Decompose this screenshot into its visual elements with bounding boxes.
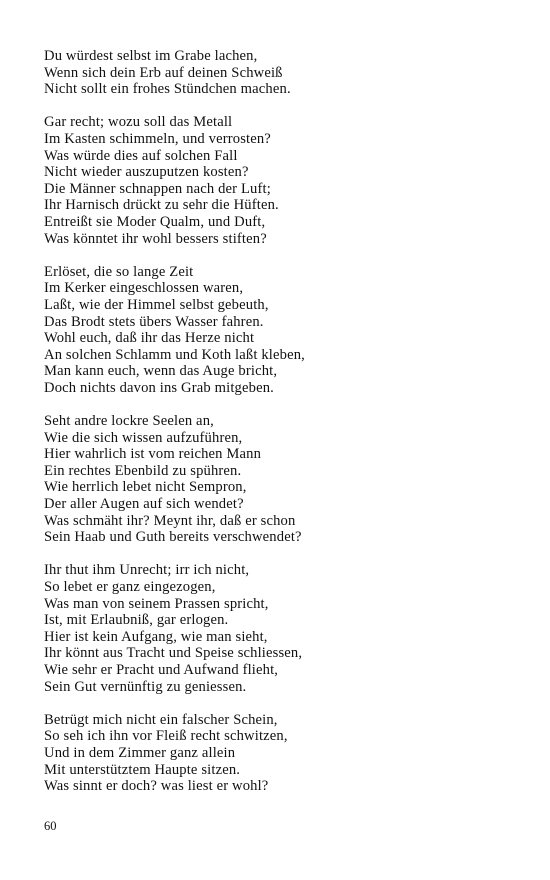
verse-line: Hier wahrlich ist vom reichen Mann [44, 446, 262, 463]
verse-line: Wie herrlich lebet nicht Sempron, [44, 479, 247, 496]
verse-line: Wie die sich wissen aufzuführen, [44, 429, 243, 446]
verse-line: Betrügt mich nicht ein falscher Schein, [44, 711, 278, 728]
verse-line: Man kann euch, wenn das Auge bricht, [44, 363, 278, 380]
verse-line: Der aller Augen auf sich wendet? [44, 496, 244, 513]
verse-line: Mit unterstütztem Haupte sitzen. [44, 761, 241, 778]
verse-line: Du würdest selbst im Grabe lachen, [44, 48, 258, 64]
verse-line: Ihr Harnisch drückt zu sehr die Hüften. [44, 197, 279, 214]
verse-line: Seht andre lockre Seelen an, [44, 413, 214, 430]
verse-line: Was könntet ihr wohl bessers stiften? [44, 230, 267, 247]
verse-line: Doch nichts davon ins Grab mitgeben. [44, 379, 274, 396]
verse-line: Im Kerker eingeschlossen waren, [44, 280, 244, 297]
verse-line: Nicht sollt ein frohes Stündchen machen. [44, 81, 291, 98]
verse-line: Wie sehr er Pracht und Aufwand flieht, [44, 661, 279, 678]
verse-line: Nicht wieder auszuputzen kosten? [44, 164, 249, 181]
verse-line: Entreißt sie Moder Qualm, und Duft, [44, 213, 266, 230]
verse-line: Sein Haab und Guth bereits verschwendet? [44, 529, 302, 546]
verse-line: Wohl euch, daß ihr das Herze nicht [44, 330, 255, 347]
verse-line: Ein rechtes Ebenbild zu spühren. [44, 462, 242, 479]
stanza-1 [44, 48, 524, 98]
stanza-2 [44, 114, 524, 247]
verse-line: Was schmäht ihr? Meynt ihr, daß er schon [44, 512, 296, 529]
verse-line: An solchen Schlamm und Koth laßt kleben, [44, 346, 305, 363]
stanza-4 [44, 413, 524, 546]
verse-line: Die Männer schnappen nach der Luft; [44, 180, 271, 197]
verse-line: Und in dem Zimmer ganz allein [44, 744, 236, 761]
verse-line: Was sinnt er doch? was liest er wohl? [44, 778, 269, 795]
verse-line: Laßt, wie der Himmel selbst gebeuth, [44, 296, 269, 313]
verse-line: Das Brodt stets übers Wasser fahren. [44, 313, 264, 330]
verse-line: Erlöset, die so lange Zeit [44, 263, 194, 280]
verse-line: Im Kasten schimmeln, und verrosten? [44, 130, 271, 147]
verse-line: Gar recht; wozu soll das Metall [44, 114, 233, 131]
verse-line: Hier ist kein Aufgang, wie man sieht, [44, 628, 268, 645]
stanza-6 [44, 712, 524, 795]
verse-line: Was man von seinem Prassen spricht, [44, 595, 269, 612]
verse-line: So lebet er ganz eingezogen, [44, 579, 216, 595]
verse-line: Ist, mit Erlaubniß, gar erlogen. [44, 612, 229, 629]
verse-line: So seh ich ihn vor Fleiß recht schwitzen, [44, 728, 288, 745]
verse-line: Wenn sich dein Erb auf deinen Schweiß [44, 64, 283, 81]
verse-line: Ihr thut ihm Unrecht; irr ich nicht, [44, 562, 250, 579]
stanza-5 [44, 562, 524, 695]
verse-line: Sein Gut vernünftig zu geniessen. [44, 678, 247, 695]
stanza-3 [44, 264, 524, 397]
poem-text [44, 48, 524, 811]
verse-line: Ihr könnt aus Tracht und Speise schliessen, [44, 645, 303, 662]
page-number: 60 [44, 819, 57, 833]
verse-line: Was würde dies auf solchen Fall [44, 147, 238, 164]
